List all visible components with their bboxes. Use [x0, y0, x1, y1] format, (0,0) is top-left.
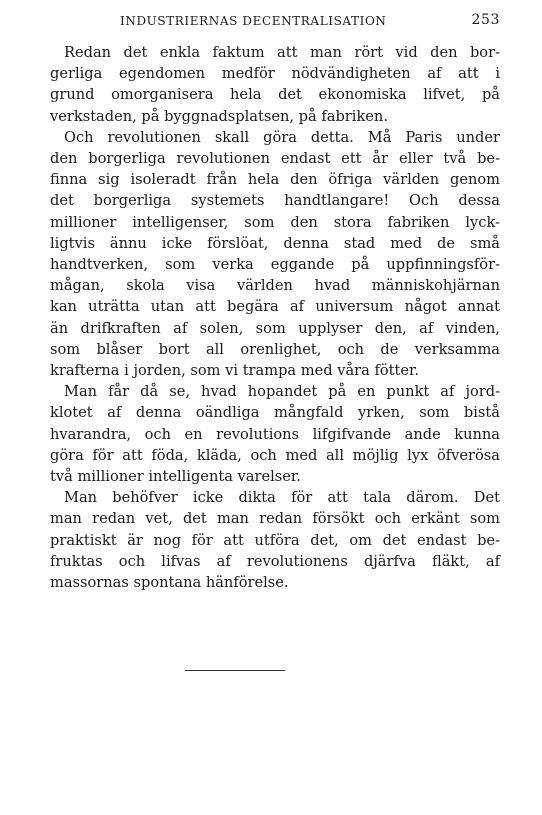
- text-line: krafterna i jorden, som vi trampa med våra fötter.: [50, 362, 420, 380]
- text-line: det borgerliga systemets handtlangare! Och dessa: [50, 192, 500, 210]
- page-number: 253: [471, 12, 500, 28]
- text-line: grund omorganisera hela det ekonomiska lifvet, på: [50, 86, 500, 104]
- text-line: millioner intelligenser, som den stora fabriken lyck-: [50, 213, 500, 231]
- text-line: verkstaden, på byggnadsplatsen, på fabriken.: [50, 107, 388, 125]
- text-line: Och revolutionen skall göra detta. Må Paris under: [64, 128, 500, 146]
- running-head: INDUSTRIERNAS DECENTRALISATION: [120, 14, 387, 28]
- text-line: ligtvis ännu icke förslöat, denna stad med de små: [50, 234, 500, 252]
- text-line: finna sig isoleradt från hela den öfriga världen genom: [50, 171, 500, 189]
- text-line: mågan, skola visa världen hvad människohjärnan: [50, 277, 500, 295]
- text-line: massornas spontana hänförelse.: [50, 574, 289, 592]
- text-line: kan uträtta utan att begära af universum något annat: [50, 298, 500, 316]
- text-line: än drifkraften af solen, som upplyser den, af vinden,: [50, 319, 500, 337]
- text-line: göra för att föda, kläda, och med all möjlig lyx öfverösa: [50, 446, 500, 464]
- page-header: [50, 10, 500, 36]
- body-text: [50, 42, 500, 593]
- text-line: man redan vet, det man redan försökt och erkänt som: [50, 510, 500, 528]
- text-line: Man får då se, hvad hopandet på en punkt af jord-: [64, 383, 500, 401]
- text-line: Man behöfver icke dikta för att tala därom. Det: [64, 489, 500, 507]
- book-page: [50, 10, 500, 593]
- text-line: klotet af denna oändliga mångfald yrken, som bistå: [50, 404, 500, 422]
- text-line: Redan det enkla faktum att man rört vid den bor-: [64, 44, 500, 61]
- text-line: som blåser bort all orenlighet, och de verksamma: [50, 340, 500, 358]
- text-line: praktiskt är nog för att utföra det, om det endast be-: [50, 531, 500, 549]
- text-line: gerliga egendomen medför nödvändigheten af att i: [50, 65, 500, 83]
- text-line: två millioner intelligenta varelser.: [50, 468, 301, 486]
- text-line: fruktas och lifvas af revolutionens djärfva fläkt, af: [50, 552, 500, 570]
- text-line: handtverken, som verka eggande på uppfinningsför-: [50, 256, 500, 274]
- section-divider: [185, 670, 285, 671]
- text-line: den borgerliga revolutionen endast ett år eller två be-: [50, 150, 500, 168]
- text-line: hvarandra, och en revolutions lifgifvande ande kunna: [50, 425, 500, 443]
